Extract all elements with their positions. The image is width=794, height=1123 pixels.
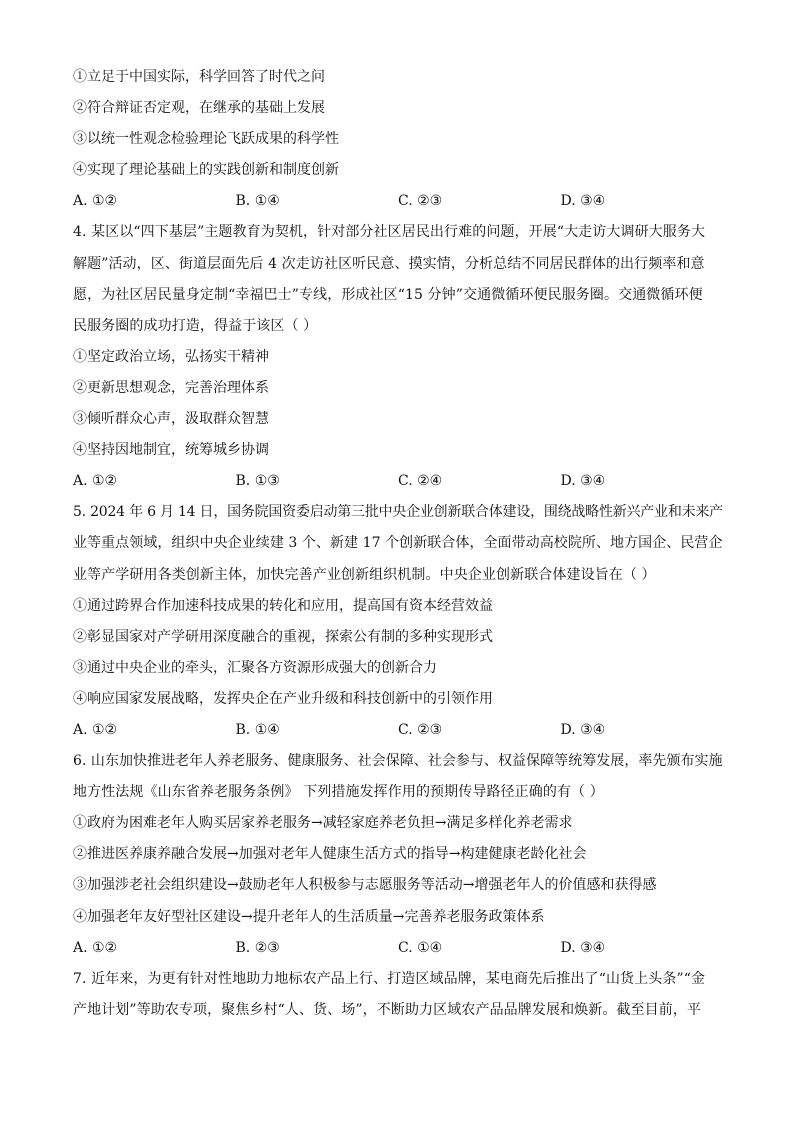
answer-options [73, 466, 723, 497]
statement-item: ④响应国家发展战略，发挥央企在产业升级和科技创新中的引领作用 [73, 690, 493, 707]
answer-options [73, 715, 723, 746]
question-text-line: 业等产学研用各类创新主体，加快完善产业创新组织机制。中央企业创新联合体建设旨在（ ） [73, 566, 656, 583]
answer-option: C. ①④ [398, 939, 443, 956]
answer-option: A. ①② [73, 473, 118, 490]
question-text-line: 愿，为社区居民量身定制“幸福巴士”专线，形成社区“15 分钟”交通微循环便民服务圈。交通微循环便 [73, 286, 703, 303]
statement-item: ①通过跨界合作加速科技成果的转化和应用，提高国有资本经营效益 [73, 597, 493, 614]
question-text-line: 7. 近年来，为更有针对性地助力地标农产品上行、打造区域品牌，某电商先后推出了“山货上头条”“金 [73, 970, 706, 987]
statement-item: ②推进医养康养融合发展→加强对老年人健康生活方式的指导→构建健康老龄化社会 [73, 846, 587, 863]
question-text-line: 业等重点领域，组织中央企业续建 3 个、新建 17 个创新联合体，全面带动高校院所、地方国企、民营企 [73, 535, 723, 552]
question-text-line: 5. 2024 年 6 月 14 日，国务院国资委启动第三批中央企业创新联合体建设，围绕战略性新兴产业和未来产 [73, 504, 723, 521]
answer-option: C. ②③ [398, 721, 443, 738]
statement-item: ①坚定政治立场，弘扬实干精神 [73, 348, 269, 365]
answer-option: B. ①④ [235, 193, 280, 210]
question-text-line: 4. 某区以“四下基层”主题教育为契机，针对部分社区居民出行难的问题，开展“大走访大调研大服务大 [73, 224, 706, 241]
answer-option: B. ①④ [235, 721, 280, 738]
question-text-line: 民服务圈的成功打造，得益于该区（ ） [73, 317, 318, 334]
statement-item: ③以统一性观念检验理论飞跃成果的科学性 [73, 131, 339, 148]
statement-item: ④加强老年友好型社区建设→提升老年人的生活质量→完善养老服务政策体系 [73, 908, 545, 925]
answer-option: D. ③④ [560, 939, 606, 956]
exam-page [73, 62, 723, 1026]
answer-option: B. ①③ [235, 473, 280, 490]
answer-option: A. ①② [73, 193, 118, 210]
statement-item: ②彰显国家对产学研用深度融合的重视，探索公有制的多种实现形式 [73, 628, 493, 645]
statement-item: ③倾听群众心声，汲取群众智慧 [73, 411, 269, 428]
answer-option: A. ①② [73, 721, 118, 738]
question-text-line: 产地计划”等助农专项，聚焦乡村“人、货、场”，不断助力区域农产品品牌发展和焕新。截至目前，平 [73, 1001, 702, 1018]
question-text-line: 解题”活动，区、街道层面先后 4 次走访社区听民意、摸实情，分析总结不同居民群体的出行频率和意 [73, 255, 705, 272]
statement-item: ④坚持因地制宜，统筹城乡协调 [73, 442, 269, 459]
answer-option: D. ③④ [560, 473, 606, 490]
answer-option: C. ②③ [398, 193, 443, 210]
answer-option: D. ③④ [560, 193, 606, 210]
answer-options [73, 186, 723, 217]
statement-item: ①政府为困难老年人购买居家养老服务→减轻家庭养老负担→满足多样化养老需求 [73, 815, 573, 832]
answer-option: A. ①② [73, 939, 118, 956]
statement-item: ④实现了理论基础上的实践创新和制度创新 [73, 162, 339, 179]
statement-item: ③加强涉老社会组织建设→鼓励老年人积极参与志愿服务等活动→增强老年人的价值感和获得感 [73, 877, 657, 894]
answer-option: B. ②③ [235, 939, 280, 956]
statement-item: ③通过中央企业的牵头，汇聚各方资源形成强大的创新合力 [73, 659, 437, 676]
question-text-line: 地方性法规《山东省养老服务条例》 下列措施发挥作用的预期传导路径正确的有（ ） [73, 784, 604, 801]
statement-item: ②更新思想观念，完善治理体系 [73, 379, 269, 396]
answer-option: D. ③④ [560, 721, 606, 738]
statement-item: ②符合辩证否定观，在继承的基础上发展 [73, 100, 325, 117]
answer-options [73, 933, 723, 964]
question-text-line: 6. 山东加快推进老年人养老服务、健康服务、社会保障、社会参与、权益保障等统筹发展，率先颁布实施 [73, 753, 723, 770]
statement-item: ①立足于中国实际，科学回答了时代之问 [73, 69, 325, 85]
answer-option: C. ②④ [398, 473, 443, 490]
